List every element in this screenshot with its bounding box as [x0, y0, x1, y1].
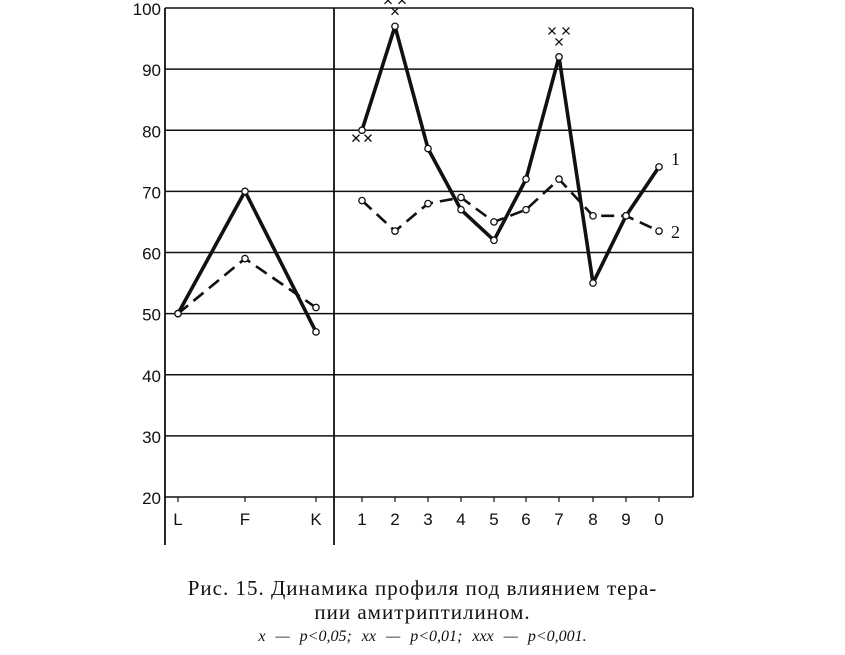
significance-mark-0-1: [365, 135, 372, 142]
series-2-point-9: [623, 213, 629, 219]
figure-caption-line-1: Рис. 15. Динамика профиля под влиянием тера-: [187, 576, 658, 600]
significance-mark-2-0: [549, 27, 556, 34]
significance-mark-0-0: [353, 135, 360, 142]
series-label-2: 2: [671, 222, 680, 243]
series-1-point-8: [590, 280, 596, 286]
x-tick-label-0: 0: [654, 510, 664, 529]
y-tick-label-60: 60: [142, 244, 161, 264]
y-tick-label-90: 90: [142, 61, 161, 81]
x-tick-label-2: 2: [390, 510, 400, 529]
series-2-point-0: [656, 228, 662, 234]
x-tick-label-K: K: [310, 510, 322, 529]
series-2-point-5: [491, 219, 497, 225]
series-1-point-3: [425, 145, 431, 151]
x-tick-label-5: 5: [489, 510, 499, 529]
series-1-point-6: [523, 176, 529, 182]
series-2-point-L: [175, 310, 181, 316]
series-1-point-7: [556, 54, 562, 60]
series-2-point-F: [242, 255, 248, 261]
y-tick-label-40: 40: [142, 366, 161, 386]
y-tick-label-50: 50: [142, 305, 161, 325]
series-2-line-group-1: [178, 259, 316, 314]
x-tick-label-L: L: [173, 510, 183, 529]
series-1-point-K: [313, 329, 319, 335]
series-2-point-7: [556, 176, 562, 182]
chart-labels: [133, 0, 680, 529]
y-tick-label-100: 100: [132, 0, 161, 19]
significance-mark-2-1: [563, 27, 570, 34]
series-1-point-5: [491, 237, 497, 243]
series-2-point-4: [458, 194, 464, 200]
x-tick-label-F: F: [239, 510, 251, 529]
significance-mark-1-0: [385, 0, 392, 4]
series-1-point-F: [242, 188, 248, 194]
x-tick-label-4: 4: [456, 510, 466, 529]
significance-mark-2-2: [556, 38, 563, 45]
y-tick-label-30: 30: [142, 427, 161, 447]
series-2-point-2: [392, 228, 398, 234]
y-tick-label-70: 70: [142, 183, 161, 203]
series-layer: [175, 23, 662, 335]
series-2-point-8: [590, 213, 596, 219]
x-tick-label-3: 3: [423, 510, 433, 529]
significance-mark-1-1: [399, 0, 406, 4]
series-1-point-2: [392, 23, 398, 29]
y-tick-label-20: 20: [142, 489, 161, 508]
significance-legend: x — p<0,05; xx — p<0,01; xxx — p<0,001.: [258, 628, 587, 645]
y-tick-label-80: 80: [142, 122, 161, 142]
figure-caption-line-2: пии амитриптилином.: [314, 600, 531, 624]
series-2-point-3: [425, 200, 431, 206]
chart-axes: [165, 8, 693, 545]
series-1-point-4: [458, 207, 464, 213]
x-tick-label-7: 7: [554, 510, 564, 529]
x-tick-label-9: 9: [621, 510, 631, 529]
x-tick-label-8: 8: [588, 510, 598, 529]
series-2-point-6: [523, 207, 529, 213]
series-label-1: 1: [671, 148, 680, 169]
series-2-point-K: [313, 304, 319, 310]
series-1-point-0: [656, 164, 662, 170]
x-tick-label-6: 6: [521, 510, 531, 529]
series-1-point-1: [359, 127, 365, 133]
chart-grid: [165, 8, 693, 497]
series-2-point-1: [359, 197, 365, 203]
x-tick-label-1: 1: [357, 510, 367, 529]
series-1-line-group-2: [362, 26, 659, 283]
significance-mark-1-2: [392, 8, 399, 15]
